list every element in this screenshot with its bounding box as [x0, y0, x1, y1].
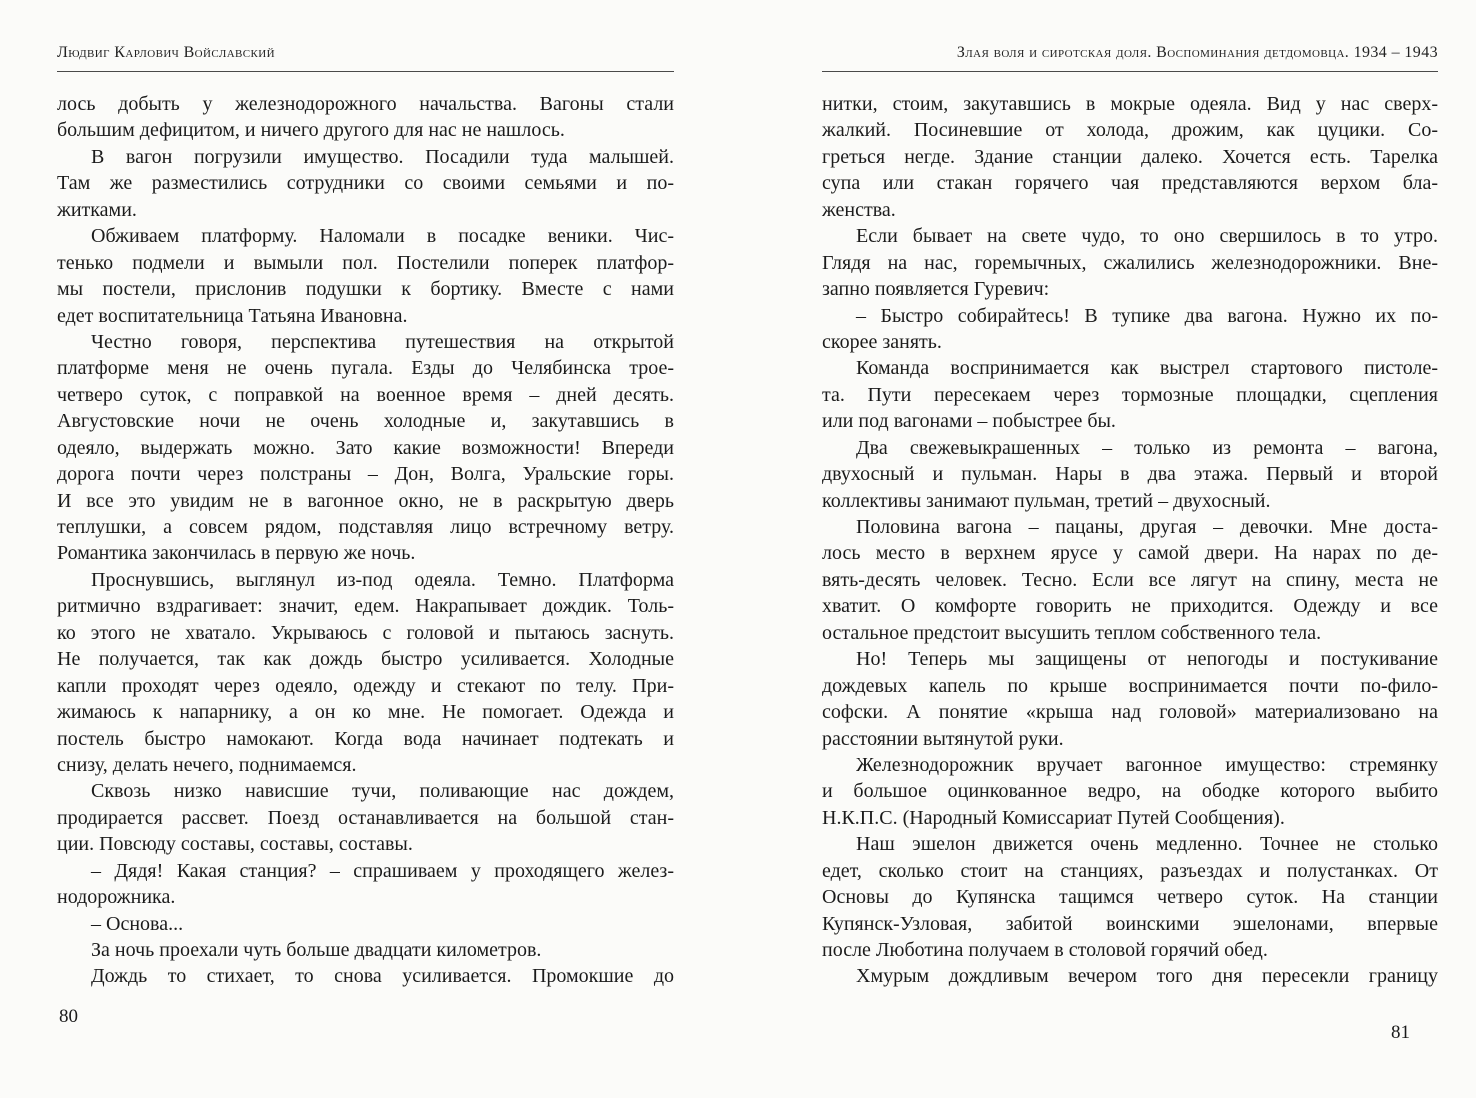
text-line: Глядя на нас, горемычных, сжалились железнодорожники. Вне- [822, 251, 1438, 274]
text-line: Но! Теперь мы защищены от непогоды и постукивание [856, 648, 1438, 671]
text-line: или под вагонами – побыстрее бы. [822, 410, 1116, 433]
text-line: двухосный и пульман. Нары в два этажа. Первый и второй [822, 463, 1438, 486]
page-left-body [57, 91, 674, 990]
text-line: едет воспитательница Татьяна Ивановна. [57, 304, 408, 327]
text-line: ритмично вздрагивает: значит, едем. Накрапывает дождик. Толь- [57, 595, 674, 618]
text-line: вять-десять человек. Тесно. Если все лягут на спину, места не [822, 568, 1438, 591]
text-line: Железнодорожник вручает вагонное имущество: стремянку [856, 753, 1438, 776]
text-line: дорога почти через полстраны – Дон, Волга, Уральские горы. [57, 463, 674, 486]
page-number-left: 80 [59, 1006, 78, 1027]
text-line: тенько подмели и вымыли пол. Постелили поперек платфор- [57, 251, 674, 274]
text-line: и большое оцинкованное ведро, на ободке которого выбито [822, 780, 1438, 803]
text-line: большим дефицитом, и ничего другого для нас не нашлось. [57, 119, 565, 142]
text-line: греться негде. Здание станции далеко. Хочется есть. Тарелка [822, 145, 1438, 168]
text-line: софски. А понятие «крыша над головой» материализовано на [822, 701, 1438, 724]
text-line: Команда воспринимается как выстрел стартового пистоле- [856, 357, 1438, 380]
text-line: нитки, стоим, закутавшись в мокрые одеяла. Вид у нас сверх- [822, 93, 1438, 115]
text-line: Августовские ночи не очень холодные и, закутавшись в [57, 410, 674, 433]
text-line: дождевых капель по крыше воспринимается почти по-фило- [822, 674, 1438, 697]
text-line: едет, сколько стоит на станциях, разъездах и полустанках. От [822, 859, 1438, 882]
text-line: Честно говоря, перспектива путешествия на открытой [91, 330, 674, 353]
text-line: Если бывает на свете чудо, то оно свершилось в то утро. [856, 225, 1438, 248]
text-line: За ночь проехали чуть больше двадцати километров. [91, 939, 542, 961]
text-line: продирается рассвет. Поезд останавливается на большой стан- [57, 806, 674, 829]
text-line: Н.К.П.С. (Народный Комиссариат Путей Сообщения). [822, 806, 1285, 829]
page-right-body [822, 91, 1438, 990]
text-line: коллективы занимают пульман, третий – двухосный. [822, 489, 1271, 512]
text-line: постель быстро намокают. Когда вода начинает подтекать и [57, 727, 674, 750]
page-number-right: 81 [1391, 1022, 1410, 1043]
text-line: одеяло, выдержать можно. Зато какие возможности! Впереди [57, 436, 674, 459]
text-line: Дождь то стихает, то снова усиливается. Промокшие до [91, 965, 674, 988]
text-line: четверо суток, с поправкой на военное время – дней десять. [57, 383, 674, 406]
text-line: В вагон погрузили имущество. Посадили туда малышей. [91, 145, 674, 168]
text-line: – Дядя! Какая станция? – спрашиваем у проходящего желез- [91, 859, 674, 882]
text-line: житками. [57, 198, 137, 221]
text-line: ции. Повсюду составы, составы, составы. [57, 833, 413, 856]
text-line: И все это увидим не в вагонное окно, не в раскрытую дверь [57, 489, 674, 512]
text-line: ко этого не хватало. Укрываюсь с головой и пытаюсь заснуть. [57, 621, 674, 644]
text-line: нодорожника. [57, 886, 176, 909]
text-line: лось место в верхнем ярусе у самой двери. На нарах по де- [822, 542, 1438, 565]
page-right [822, 0, 1438, 1098]
text-line: скорее занять. [822, 330, 942, 353]
text-line: хватит. О комфорте говорить не приходится. Одежду и все [822, 595, 1438, 618]
text-line: женства. [822, 198, 896, 221]
text-line: остальное предстоит высушить теплом собственного тела. [822, 621, 1322, 644]
text-line: супа или стакан горячего чая представляются верхом бла- [822, 172, 1438, 195]
text-line: платформе меня не очень пугала. Езды до Челябинска трое- [57, 357, 674, 380]
text-line: после Люботина получаем в столовой горячий обед. [822, 939, 1268, 961]
text-line: Проснувшись, выглянул из-под одеяла. Темно. Платформа [91, 568, 674, 591]
text-line: Хмурым дождливым вечером того дня пересекли границу [856, 965, 1438, 988]
text-line: – Быстро собирайтесь! В тупике два вагона. Нужно их по- [856, 304, 1438, 327]
running-header-title: Злая воля и сиротская доля. Воспоминания детдомовца. 1934 – 1943 [956, 44, 1438, 61]
text-line: Половина вагона – пацаны, другая – девочки. Мне доста- [856, 516, 1438, 538]
header-rule [57, 71, 674, 72]
header-rule [822, 71, 1438, 72]
running-header-author: Людвиг Карлович Войславский [57, 44, 275, 61]
text-line: та. Пути пересекаем через тормозные площадки, сцепления [822, 383, 1438, 406]
text-line: запно появляется Гуревич: [822, 278, 1050, 301]
text-line: расстоянии вытянутой руки. [822, 727, 1064, 750]
text-line: Обживаем платформу. Наломали в посадке веники. Чис- [91, 225, 674, 248]
text-line: Наш эшелон движется очень медленно. Точнее не столько [856, 833, 1438, 856]
text-line: мы постели, прислонив подушки к бортику. Вместе с нами [57, 278, 674, 301]
page-left [57, 0, 674, 1098]
text-line: Романтика закончилась в первую же ночь. [57, 542, 416, 565]
text-line: Сквозь низко нависшие тучи, поливающие нас дождем, [91, 780, 674, 803]
text-line: капли проходят через одеяло, одежду и стекают по телу. При- [57, 674, 674, 697]
text-line: Там же разместились сотрудники со своими семьями и по- [57, 172, 674, 195]
text-line: жалкий. Посиневшие от холода, дрожим, как цуцики. Со- [822, 119, 1438, 142]
text-line: теплушки, а совсем рядом, подставляя лицо встречному ветру. [57, 516, 674, 538]
text-line: – Основа... [91, 912, 184, 935]
text-line: снизу, делать нечего, поднимаемся. [57, 753, 357, 776]
text-line: Купянск-Узловая, забитой воинскими эшелонами, впервые [822, 912, 1438, 935]
text-line: жимаюсь к напарнику, а он ко мне. Не помогает. Одежда и [57, 701, 674, 724]
text-line: Два свежевыкрашенных – только из ремонта – вагона, [856, 436, 1438, 459]
text-line: Основы до Купянска тащимся четверо суток. На станции [822, 886, 1438, 909]
text-line: лось добыть у железнодорожного начальства. Вагоны стали [57, 93, 674, 115]
text-line: Не получается, так как дождь быстро усиливается. Холодные [57, 648, 674, 671]
